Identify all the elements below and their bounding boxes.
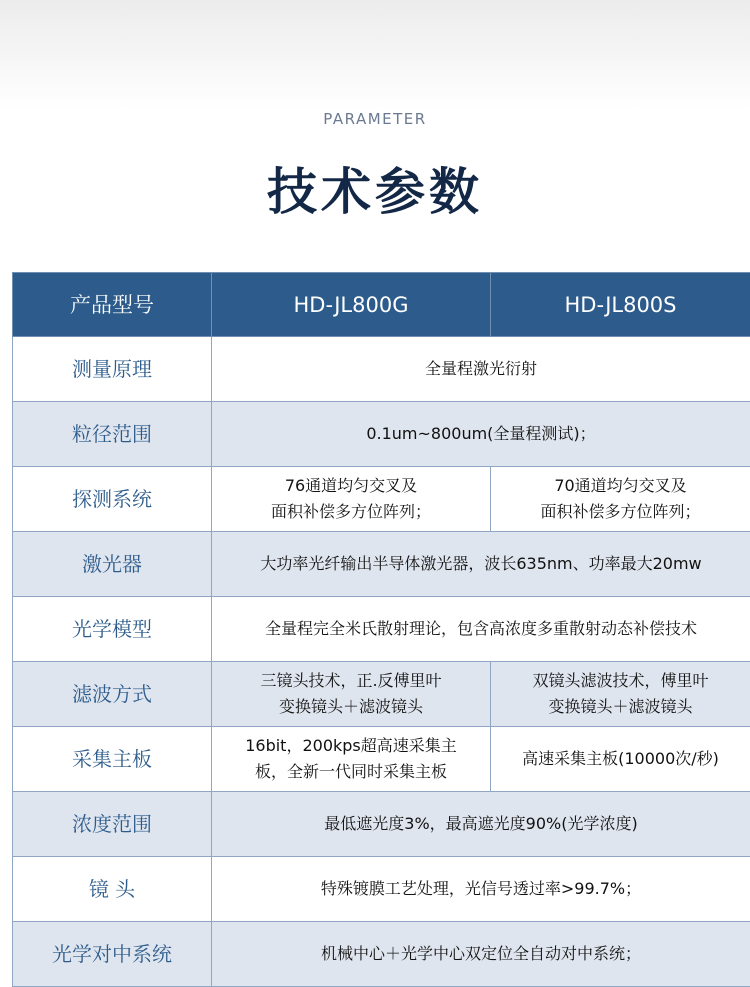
row-value: 全量程完全米氏散射理论，包含高浓度多重散射动态补偿技术 <box>212 597 750 662</box>
table-header <box>13 273 750 337</box>
row-label: 光学模型 <box>13 597 212 662</box>
row-label: 镜 头 <box>13 857 212 922</box>
value-line: 16bit，200kps超高速采集主 <box>212 733 490 759</box>
row-value-g <box>212 727 491 792</box>
value-line: 双镜头滤波技术，傅里叶 <box>491 668 750 694</box>
table-row <box>13 857 750 922</box>
value-line: 变换镜头＋滤波镜头 <box>491 694 750 720</box>
row-label: 测量原理 <box>13 337 212 402</box>
table-row <box>13 597 750 662</box>
top-fade <box>0 0 750 110</box>
row-value: 大功率光纤输出半导体激光器，波长635nm、功率最大20mw <box>212 532 750 597</box>
table-row <box>13 337 750 402</box>
value-line: 面积补偿多方位阵列； <box>212 499 490 525</box>
spec-table <box>12 272 750 987</box>
value-line: 面积补偿多方位阵列； <box>491 499 750 525</box>
value-line: 三镜头技术，正.反傅里叶 <box>212 668 490 694</box>
section-subtitle: PARAMETER <box>0 110 750 128</box>
row-value-g <box>212 662 491 727</box>
row-value: 最低遮光度3%，最高遮光度90%(光学浓度) <box>212 792 750 857</box>
table-row <box>13 792 750 857</box>
value-line: 高速采集主板(10000次/秒) <box>491 746 750 772</box>
row-value: 特殊镀膜工艺处理，光信号透过率>99.7%； <box>212 857 750 922</box>
row-label: 探测系统 <box>13 467 212 532</box>
table-row <box>13 532 750 597</box>
row-label: 光学对中系统 <box>13 922 212 987</box>
table-row <box>13 662 750 727</box>
page-title: 技术参数 <box>0 152 750 224</box>
row-value: 0.1um~800um(全量程测试)； <box>212 402 750 467</box>
model-label: 产品型号 <box>13 273 212 337</box>
row-value: 机械中心＋光学中心双定位全自动对中系统； <box>212 922 750 987</box>
row-value-s <box>491 727 750 792</box>
table-row <box>13 402 750 467</box>
row-value-s <box>491 467 750 532</box>
value-line: 70通道均匀交叉及 <box>491 473 750 499</box>
value-line: 76通道均匀交叉及 <box>212 473 490 499</box>
table-row <box>13 727 750 792</box>
row-label: 激光器 <box>13 532 212 597</box>
table-row <box>13 467 750 532</box>
table-row <box>13 922 750 987</box>
row-label: 滤波方式 <box>13 662 212 727</box>
row-label: 采集主板 <box>13 727 212 792</box>
row-value-g <box>212 467 491 532</box>
model-header: HD-JL800G <box>212 273 491 337</box>
model-header: HD-JL800S <box>491 273 750 337</box>
row-label: 浓度范围 <box>13 792 212 857</box>
row-value: 全量程激光衍射 <box>212 337 750 402</box>
row-label: 粒径范围 <box>13 402 212 467</box>
row-value-s <box>491 662 750 727</box>
value-line: 板，全新一代同时采集主板 <box>212 759 490 785</box>
value-line: 变换镜头＋滤波镜头 <box>212 694 490 720</box>
